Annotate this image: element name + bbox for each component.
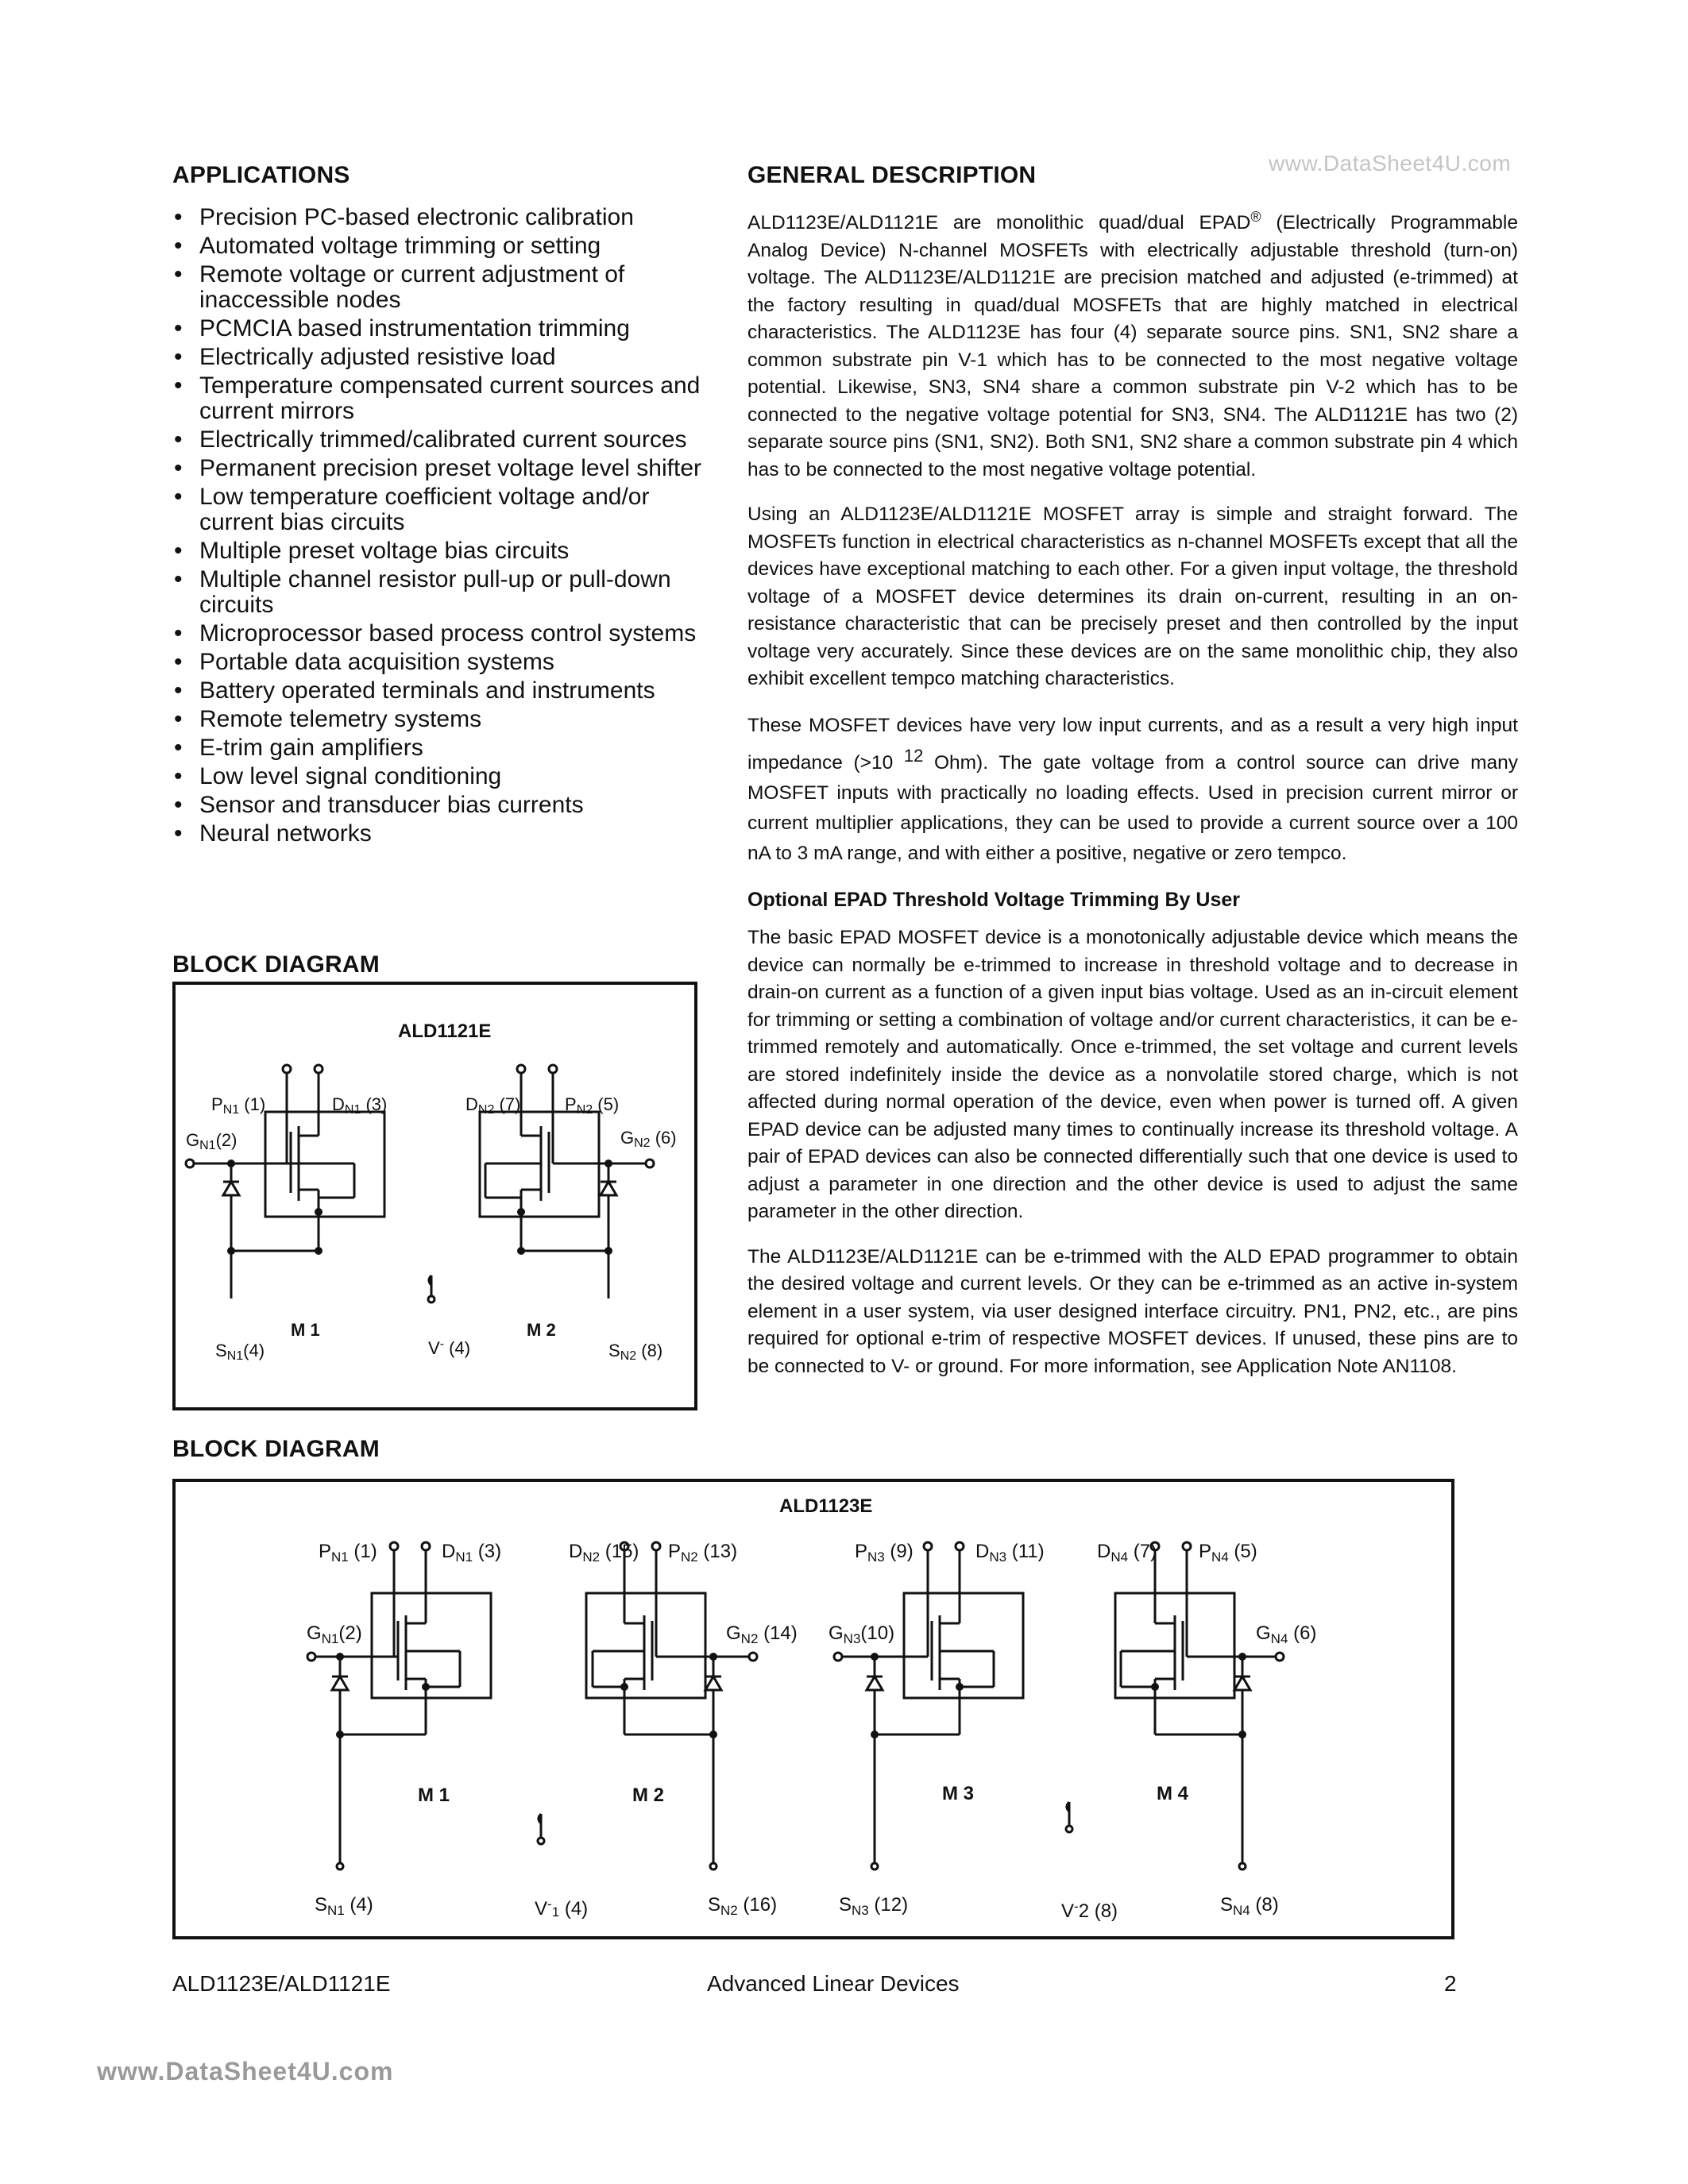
application-item: • Electrically adjusted resistive load	[172, 345, 713, 370]
application-item: • Low temperature coefficient voltage and/or current bias circuits	[172, 484, 713, 535]
application-item: • Temperature compensated current sources and current mirrors	[172, 373, 713, 424]
applications-list	[172, 205, 713, 850]
label-gn1: $G_{N1}(2)$	[307, 1623, 362, 1646]
label-pn2: PN2 (5)	[565, 1094, 620, 1117]
label-gn1: GN1(2)	[186, 1130, 238, 1152]
label-sn2: SN2 (8)	[608, 1341, 663, 1363]
label-sn2: $S_{N2}$ (16)	[708, 1894, 778, 1918]
footer-page-number: 2	[1444, 1971, 1457, 1996]
label-sn4: $S_{N4}$ (8)	[1220, 1894, 1279, 1918]
label-sn1: SN1(4)	[215, 1341, 265, 1363]
application-item: • Multiple channel resistor pull-up or pull-down circuits	[172, 567, 713, 618]
application-item: • Remote voltage or current adjustment of inaccessible nodes	[172, 262, 713, 313]
label-sn1: $S_{N1}$ (4)	[315, 1894, 373, 1918]
label-pn1: $P_{N1}$ (1)	[319, 1541, 377, 1565]
label-dn4: $D_{N4}$ (7)	[1097, 1541, 1157, 1565]
label-sn3: $S_{N3}$ (12)	[839, 1894, 909, 1918]
diagram-2-title: ALD1123E	[779, 1495, 873, 1517]
watermark-top: www.DataSheet4U.com	[1269, 151, 1512, 176]
desc-paragraph-4: The basic EPAD MOSFET device is a monotonically adjustable device which means the device can normally be e-trimmed to increase in threshold voltage and to decrease in drain-on current as a function of a given input bias voltage. Used as an in-circuit element for trimming or setting a combination of voltage and/or current characteristics, it can be e-trimmed remotely and automatically. Once e-trimmed, the set voltage and current levels are stored indefinitely inside the device as a nonvolatile stored charge, which is not affected during normal operation of the device, even when power is turned off. A given EPAD device can be adjusted many times to continually increase its threshold voltage. A pair of EPAD devices can also be connected differentially such that one device is used to adjust a parameter in one direction and the other device is used to adjust the same parameter in the other direction.	[747, 927, 1518, 1223]
label-gn2: $G_{N2}$ (14)	[726, 1623, 798, 1646]
block-diagram-1-frame	[172, 982, 697, 1410]
desc-paragraph-5: The ALD1123E/ALD1121E can be e-trimmed with the ALD EPAD programmer to obtain the desired voltage and current levels. Or they can be e-trimmed as an active in-system element in a user system, via user designed interface circuitry. PN1, PN2, etc., are pins required for optional e-trim of respective MOSFET devices. If unused, these pins are to be connected to V- or ground. For more information, see Application Note AN1108.	[747, 1245, 1518, 1377]
label-gn3: $G_{N3}(10)$	[829, 1623, 895, 1646]
ald1121e-schematic	[176, 985, 694, 1407]
application-item: • Battery operated terminals and instruments	[172, 678, 713, 704]
label-gn4: $G_{N4}$ (6)	[1256, 1623, 1317, 1646]
diagram-1-title: ALD1121E	[398, 1021, 492, 1042]
label-vminus: V- (4)	[428, 1337, 471, 1358]
footer-company: Advanced Linear Devices	[707, 1971, 960, 1996]
application-item: • Neural networks	[172, 821, 713, 847]
desc-paragraph-1: ALD1123E/ALD1121E are monolithic quad/dual EPAD® (Electrically Programmable Analog Device) N-channel MOSFETs with electrically adjustable threshold (turn-on) voltage. The ALD1123E/ALD1121E are precision matched and adjusted (e-trimmed) at the factory resulting in quad/dual MOSFETs that are highly matched in electrical characteristics. The ALD1123E has four (4) separate source pins. SN1, SN2 share a common substrate pin V-1 which has to be connected to the most negative voltage potential. Likewise, SN3, SN4 share a common substrate pin V-2 which has to be connected to the negative voltage potential for SN3, SN4. The ALD1121E has two (2) separate source pins (SN1, SN2). Both SN1, SN2 share a common substrate pin 4 which has to be connected to the most negative voltage potential.	[747, 209, 1518, 480]
application-item: • Automated voltage trimming or setting	[172, 233, 713, 259]
label-m1: M 1	[291, 1320, 320, 1340]
label-m1: M 1	[418, 1785, 450, 1806]
label-dn3: $D_{N3}$ (11)	[975, 1541, 1045, 1565]
label-dn1: $D_{N1}$ (3)	[442, 1541, 502, 1565]
block-diagram-1-heading: BLOCK DIAGRAM	[172, 951, 380, 978]
label-dn1: DN1 (3)	[332, 1094, 388, 1117]
general-description-body	[747, 203, 1518, 1398]
label-v2: V-2 (8)	[1061, 1899, 1118, 1922]
block-diagram-2-frame	[172, 1479, 1454, 1939]
label-pn1: PN1 (1)	[211, 1094, 266, 1117]
application-item: • Multiple preset voltage bias circuits	[172, 538, 713, 564]
label-pn4: $P_{N4}$ (5)	[1199, 1541, 1257, 1565]
application-item: • Microprocessor based process control systems	[172, 621, 713, 646]
label-pn3: $P_{N3}$ (9)	[855, 1541, 914, 1565]
epad-trimming-subheading: Optional EPAD Threshold Voltage Trimming By User	[747, 888, 1240, 911]
label-gn2: GN2 (6)	[620, 1128, 677, 1150]
label-m3: M 3	[942, 1783, 975, 1804]
watermark-bottom: www.DataSheet4U.com	[97, 2057, 394, 2086]
block-diagram-2-heading: BLOCK DIAGRAM	[172, 1436, 380, 1462]
label-pn2: $P_{N2}$ (13)	[668, 1541, 738, 1565]
desc-paragraph-2: Using an ALD1123E/ALD1121E MOSFET array is simple and straight forward. The MOSFETs function in electrical characteristics as n-channel MOSFETs except that all the devices have exceptional matching to each other. For a given input voltage, the threshold voltage of a MOSFET device determines its drain on-current, resulting in an on-resistance characteristic that can be precisely preset and then controlled by the input voltage very accurately. Since these devices are on the same monolithic chip, they also exhibit excellent tempco matching characteristics.	[747, 504, 1518, 690]
application-item: • Precision PC-based electronic calibration	[172, 205, 713, 230]
application-item: • Electrically trimmed/calibrated current sources	[172, 427, 713, 453]
application-item: • E-trim gain amplifiers	[172, 735, 713, 761]
label-dn2: $D_{N2}$ (15)	[569, 1541, 639, 1565]
label-m2: M 2	[632, 1785, 665, 1806]
label-v1: $V^-_1$ (4)	[535, 1897, 589, 1920]
label-dn2: DN2 (7)	[465, 1094, 521, 1117]
application-item: • Permanent precision preset voltage level shifter	[172, 456, 713, 481]
ald1123e-schematic	[176, 1482, 1451, 1936]
application-item: • PCMCIA based instrumentation trimming	[172, 316, 713, 341]
application-item: • Sensor and transducer bias currents	[172, 793, 713, 818]
application-item: • Remote telemetry systems	[172, 707, 713, 732]
general-description-heading: GENERAL DESCRIPTION	[747, 162, 1037, 188]
application-item: • Low level signal conditioning	[172, 764, 713, 789]
applications-heading: APPLICATIONS	[172, 162, 350, 188]
footer-part-number: ALD1123E/ALD1121E	[172, 1971, 391, 1996]
label-m4: M 4	[1157, 1783, 1189, 1804]
desc-paragraph-3: These MOSFET devices have very low input currents, and as a result a very high input impedance (>10 $^{12}$ Ohm). The gate voltage from a control source can drive many MOSFET inputs with practically no loading effects. Used in precision current mirror or current multiplier applications, they can be used to provide a current source over a 100 nA to 3 mA range, and with either a positive, negative or zero tempco.	[747, 714, 1518, 864]
label-m2: M 2	[527, 1320, 556, 1340]
application-item: • Portable data acquisition systems	[172, 650, 713, 675]
mosfet-m4	[1115, 1549, 1277, 1734]
